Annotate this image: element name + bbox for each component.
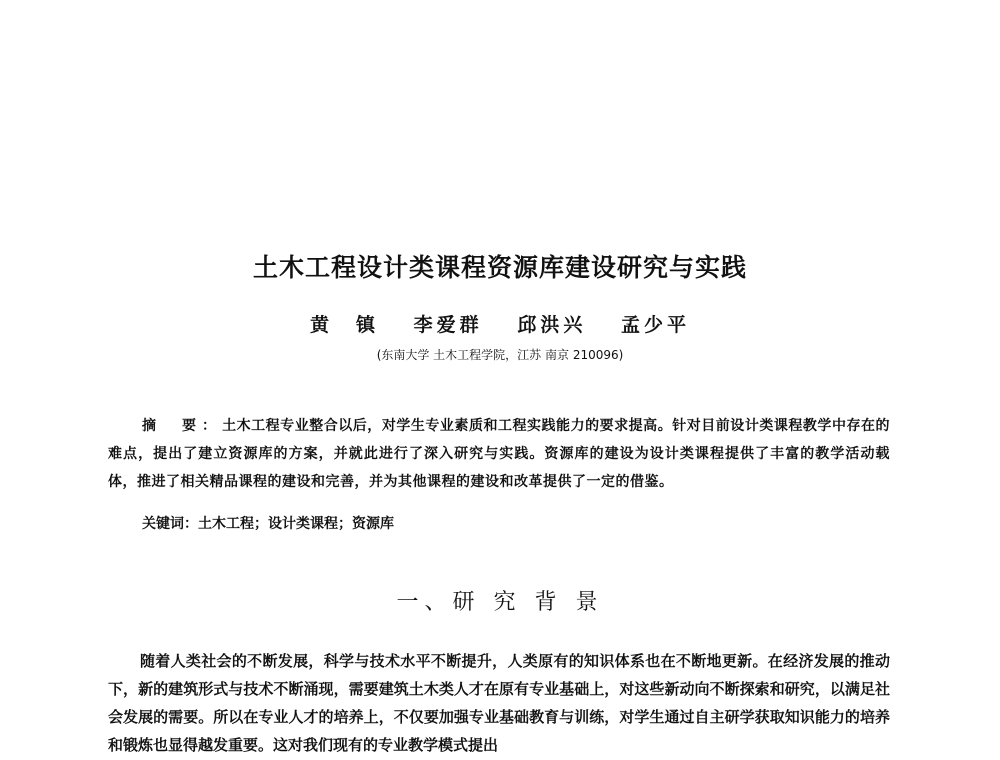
author-list [0, 310, 1000, 340]
author-name: 李爱群 [413, 314, 483, 336]
body-paragraph: 随着人类社会的不断发展，科学与技术水平不断提升，人类原有的知识体系也在不断地更新。在经济发展的推动下，新的建筑形式与技术不断涌现，需要建筑土木类人才在原有专业基础上，对这些新动向不断探索和研究，以满足社会发展的需要。所以在专业人才的培养上，不仅要加强专业基础教育与训练，对学生通过自主研学获取知识能力的培养和锻炼也显得越发重要。这对我们现有的专业教学模式提出 [108, 652, 890, 754]
abstract-label: 摘 要： [142, 418, 223, 434]
abstract [108, 412, 890, 496]
keywords-text: 土木工程；设计类课程；资源库 [198, 516, 394, 532]
author-name: 邱洪兴 [517, 314, 587, 336]
section-heading: 一、研 究 背 景 [396, 590, 604, 615]
paper-title: 土木工程设计类课程资源库建设研究与实践 [252, 253, 747, 282]
abstract-text: 土木工程专业整合以后，对学生专业素质和工程实践能力的要求提高。针对目前设计类课程教学中存在的难点，提出了建立资源库的方案，并就此进行了深入研究与实践。资源库的建设为设计类课程提供了丰富的教学活动载体，推进了相关精品课程的建设和完善，并为其他课程的建设和改革提供了一定的借鉴。 [108, 418, 891, 490]
keywords-label: 关键词： [142, 516, 198, 532]
author-affiliation: (东南大学 土木工程学院，江苏 南京 210096) [376, 348, 624, 362]
keywords [142, 510, 394, 538]
author-name: 孟少平 [620, 314, 690, 336]
author-name: 黄 镇 [310, 314, 380, 336]
